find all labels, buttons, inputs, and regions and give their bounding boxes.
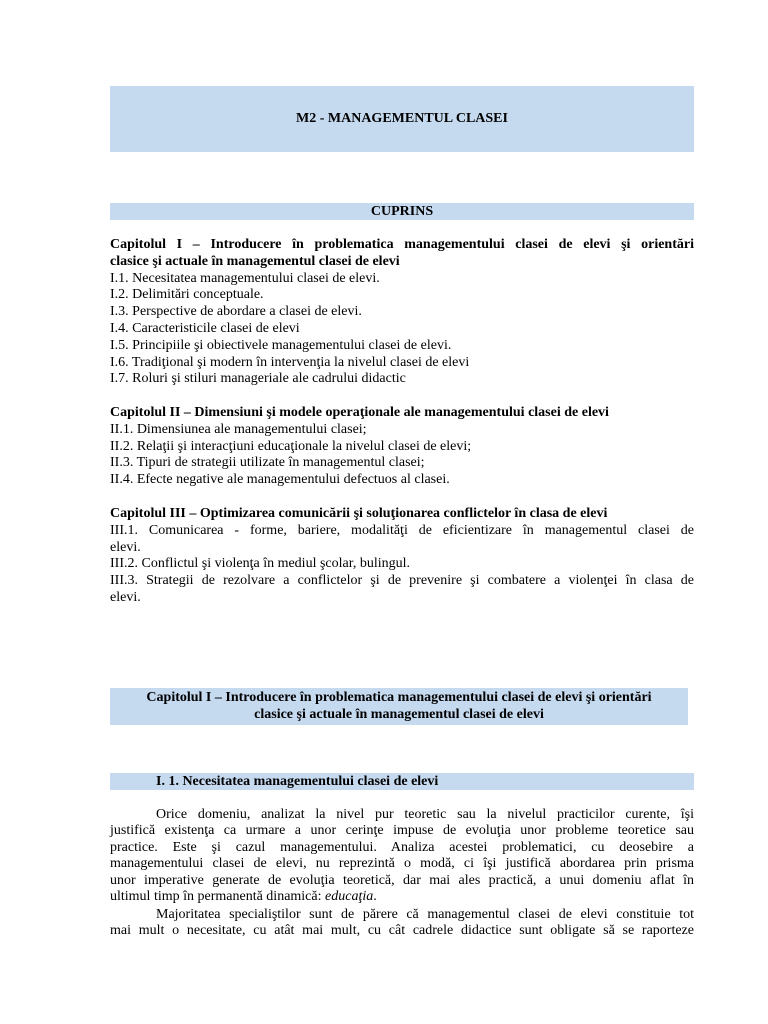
document-title bbox=[110, 86, 694, 152]
toc-item: III.3. Strategii de rezolvare a conflictelor şi de prevenire şi combatere a violenţei în clasa de bbox=[110, 573, 694, 589]
toc-item: III.1. Comunicarea - forme, bariere, modalităţi de eficientizare în managementul clasei de bbox=[110, 522, 694, 538]
paragraph-line: managementului clasei de elevi, nu reprezintă o modă, ci îşi justifică abordarea prin prisma bbox=[110, 856, 694, 872]
toc-item: I.5. Principiile şi obiectivele managementului clasei de elevi. bbox=[110, 337, 452, 353]
toc-chapter-title-line: Capitolul III – Optimizarea comunicării şi soluţionarea conflictelor în clasa de elevi bbox=[110, 506, 608, 521]
paragraph-last-line bbox=[110, 889, 694, 905]
chapter-heading-line: clasice şi actuale în managementul clasei de elevi bbox=[254, 707, 544, 722]
paragraph-line: mai mult o necesitate, cu atât mai mult, cu cât cadrele didactice sunt obligate să se raporteze bbox=[110, 923, 694, 939]
toc-item: I.1. Necesitatea managementului clasei de elevi. bbox=[110, 270, 380, 286]
toc-item: I.3. Perspective de abordare a clasei de elevi. bbox=[110, 304, 362, 320]
section-heading: I. 1. Necesitatea managementului clasei de elevi bbox=[110, 773, 694, 790]
chapter-heading bbox=[110, 688, 688, 725]
paragraph-line: justifică existenţa ca urmare a unor cerinţe impuse de evoluţia unor probleme teoretice sau bbox=[110, 823, 694, 839]
paragraph-text: ultimul timp în permanentă dinamică: bbox=[110, 889, 326, 905]
toc-chapter-2 bbox=[110, 405, 694, 489]
toc-item: II.4. Efecte negative ale managementului defectuos al clasei. bbox=[110, 472, 450, 488]
toc-item: I.7. Roluri şi stiluri manageriale ale cadrului didactic bbox=[110, 371, 406, 387]
toc-item: II.3. Tipuri de strategii utilizate în managementul clasei; bbox=[110, 455, 425, 471]
toc-item: elevi. bbox=[110, 539, 141, 555]
document-title-text: M2 - MANAGEMENTUL CLASEI bbox=[296, 111, 508, 126]
toc-item: I.2. Delimitări conceptuale. bbox=[110, 287, 264, 303]
toc-item: II.1. Dimensiunea ale managementului clasei; bbox=[110, 421, 367, 437]
chapter-heading-line: Capitolul I – Introducere în problematica managementului clasei de elevi şi orientări bbox=[146, 690, 652, 705]
paragraph-line: unor imperative generate de evoluţia teoretică, dar mai ales practică, a unui domeniu aflat în bbox=[110, 872, 694, 888]
paragraph-text: . bbox=[373, 889, 377, 905]
toc-chapter-1 bbox=[110, 237, 694, 388]
toc-chapter-title-line: Capitolul I – Introducere în problematica managementului clasei de elevi şi orientări bbox=[110, 237, 694, 252]
body-paragraph bbox=[110, 807, 694, 905]
toc-item: II.2. Relaţii şi interacţiuni educaţionale la nivelul clasei de elevi; bbox=[110, 438, 472, 454]
toc-chapter-title-line: Capitolul II – Dimensiuni şi modele operaţionale ale managementului clasei de elevi bbox=[110, 405, 609, 420]
toc-item: III.2. Conflictul şi violenţa în mediul şcolar, bulingul. bbox=[110, 556, 411, 572]
toc-chapter-3 bbox=[110, 506, 694, 607]
toc-item: elevi. bbox=[110, 589, 141, 605]
emphasis-text: educaţia bbox=[325, 889, 374, 905]
paragraph-line: Majoritatea specialiştilor sunt de părere că managementul clasei de elevi constituie tot bbox=[156, 907, 694, 922]
toc-item: I.4. Caracteristicile clasei de elevi bbox=[110, 320, 300, 336]
toc-heading: CUPRINS bbox=[110, 203, 694, 220]
body-paragraph bbox=[110, 907, 694, 940]
toc-chapter-title-line: clasice şi actuale în managementul clasei de elevi bbox=[110, 253, 400, 269]
paragraph-line: practice. Este şi cazul managementului. Analiza acestei problematici, cu deosebire a bbox=[110, 839, 694, 855]
toc-item: I.6. Tradiţional şi modern în intervenţia la nivelul clasei de elevi bbox=[110, 354, 470, 370]
paragraph-line: Orice domeniu, analizat la nivel pur teoretic sau la nivelul practicilor curente, îşi bbox=[156, 807, 694, 822]
